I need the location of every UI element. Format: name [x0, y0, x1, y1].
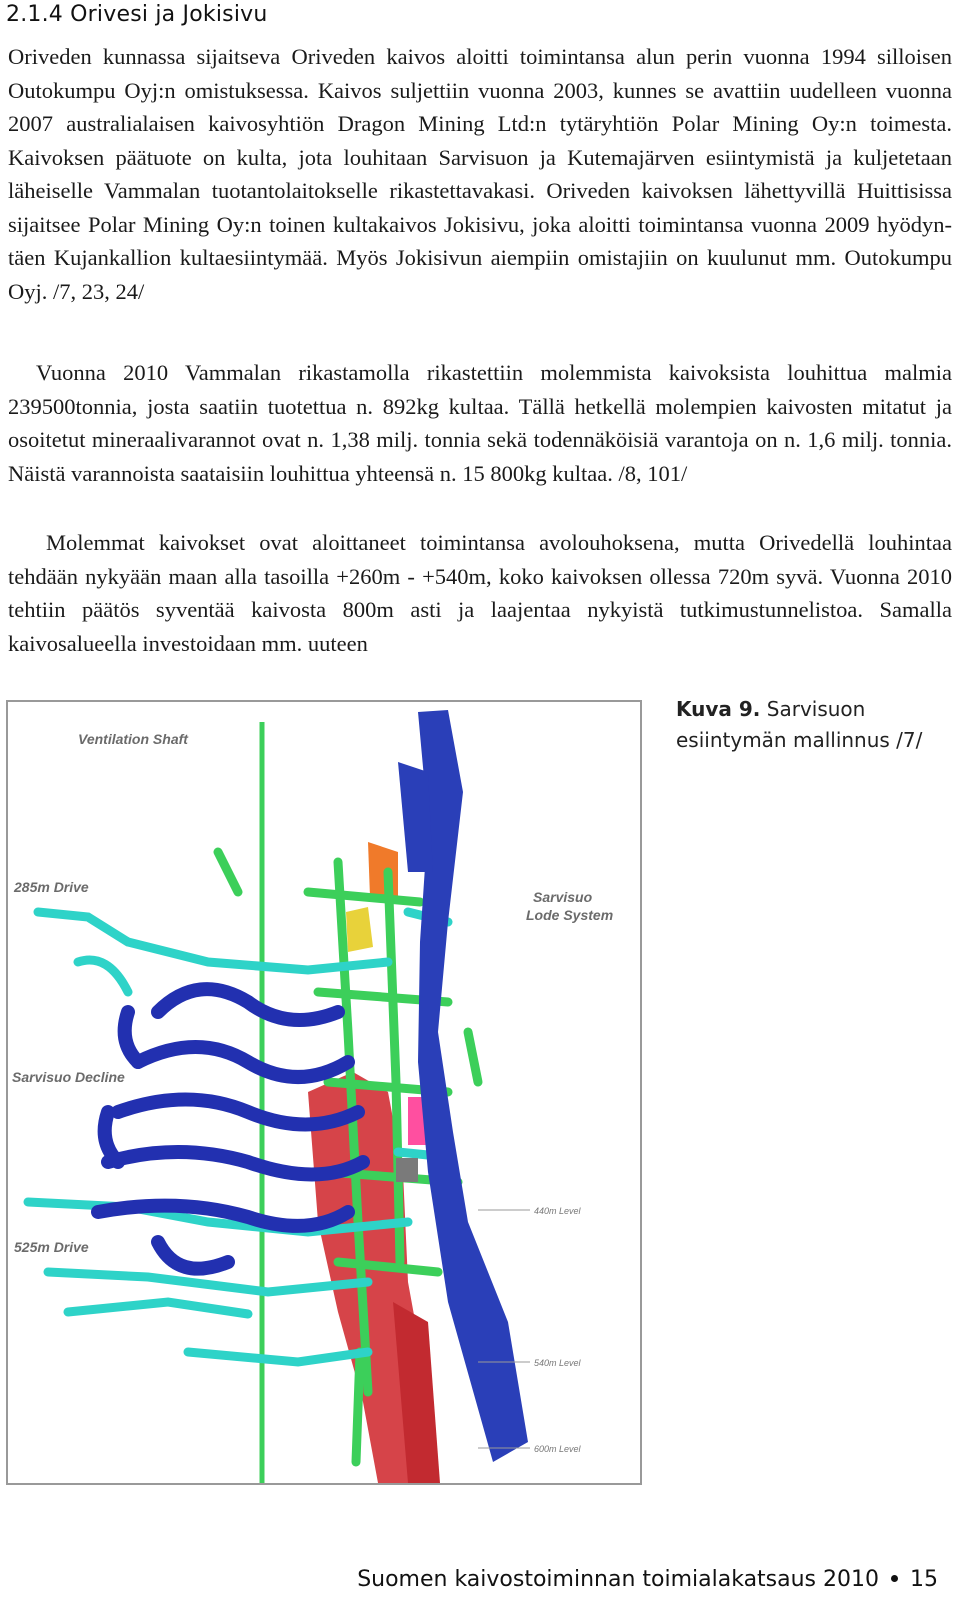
paragraph-operations: Molemmat kaivokset ovat aloittaneet toimintansa avolouhoksena, mutta Orivedellä louhintaa tehdään nykyään maan alla tasoilla +260m - +540m, koko kaivoksen ollessa 720m syvä. Vuonna 2010 tehtiin päätös syventää kaivosta 800m asti ja laajentaa nykyistä tutkimustunnelistoa. Samalla kaivosalueella investoidaan mm. uuteen	[8, 530, 952, 656]
mine-model-illustration	[8, 702, 640, 1483]
section-heading: 2.1.4 Orivesi ja Jokisivu	[6, 2, 268, 27]
caption-text: Sarvisuon esiintymän mallinnus /7/	[676, 697, 923, 752]
sarvisuo-lode-body	[418, 710, 528, 1462]
label-sarvisuo-decline: Sarvisuo Decline	[12, 1069, 125, 1085]
label-285m-drive: 285m Drive	[14, 879, 89, 895]
paragraph-production: Vuonna 2010 Vammalan rikastamolla rikastettiin molemmista kaivoksista louhittua malmia 239500tonnia, josta saatiin tuotettua n. 892kg kultaa. Tällä hetkellä molempien kaivosten mitatut ja osoitetut mineraalivarannot ovat n. 1,38 milj. tonnia sekä todennäköisiä varantoja on n. 1,6 milj. tonnia. Näistä varannoista saataisiin louhittua yhteensä n. 15 800kg kultaa. /8, 101/	[8, 360, 952, 486]
label-600m-level: 600m Level	[534, 1444, 581, 1454]
label-540m-level: 540m Level	[534, 1358, 581, 1368]
label-440m-level: 440m Level	[534, 1206, 581, 1216]
label-ventilation-shaft: Ventilation Shaft	[78, 731, 188, 747]
paragraph-intro: Oriveden kunnassa sijaitseva Oriveden kaivos aloitti toimintansa alun perin vuonna 1994 silloisen Outokumpu Oyj:n omistuksessa. Kaivos suljettiin vuonna 2003, kunnes se avattiin uudelleen vuonna 2007 australialaisen kaivosyhtiön Dragon Mining Ltd:n tytäryhtiön Polar Mining Oy:n toimesta. Kaivoksen päätuote on kulta, jota louhitaan Sarvisuon ja Kutemajärven esiintymistä ja kuljetetaan läheiselle Vammalan tuotantolaitokselle rikastettavakasi. Oriveden kaivoksen lähettyvillä Huittisissa sijaitsee Polar Mining Oy:n toinen kultakaivos Jokisivu, joka aloitti toimintansa vuonna 2009 hyödyntäen Kujankallion kultaesiintymää. Myös Jokisivun aiempiin omistajiin on kuulunut mm. Outokumpu Oyj. /7, 23, 24/	[8, 44, 952, 304]
page-footer	[357, 1567, 938, 1592]
ore-zone-orange	[368, 842, 398, 902]
footer-title: Suomen kaivostoiminnan toimialakatsaus 2010	[357, 1567, 879, 1592]
mine-model-figure	[6, 700, 642, 1485]
page-number: 15	[910, 1567, 938, 1592]
bullet-icon	[891, 1575, 898, 1582]
caption-label: Kuva 9.	[676, 697, 761, 721]
label-lode-line1: Sarvisuo	[533, 889, 593, 905]
figure-caption	[676, 694, 936, 756]
label-525m-drive: 525m Drive	[14, 1239, 89, 1255]
label-lode-line2: Lode System	[526, 907, 614, 923]
